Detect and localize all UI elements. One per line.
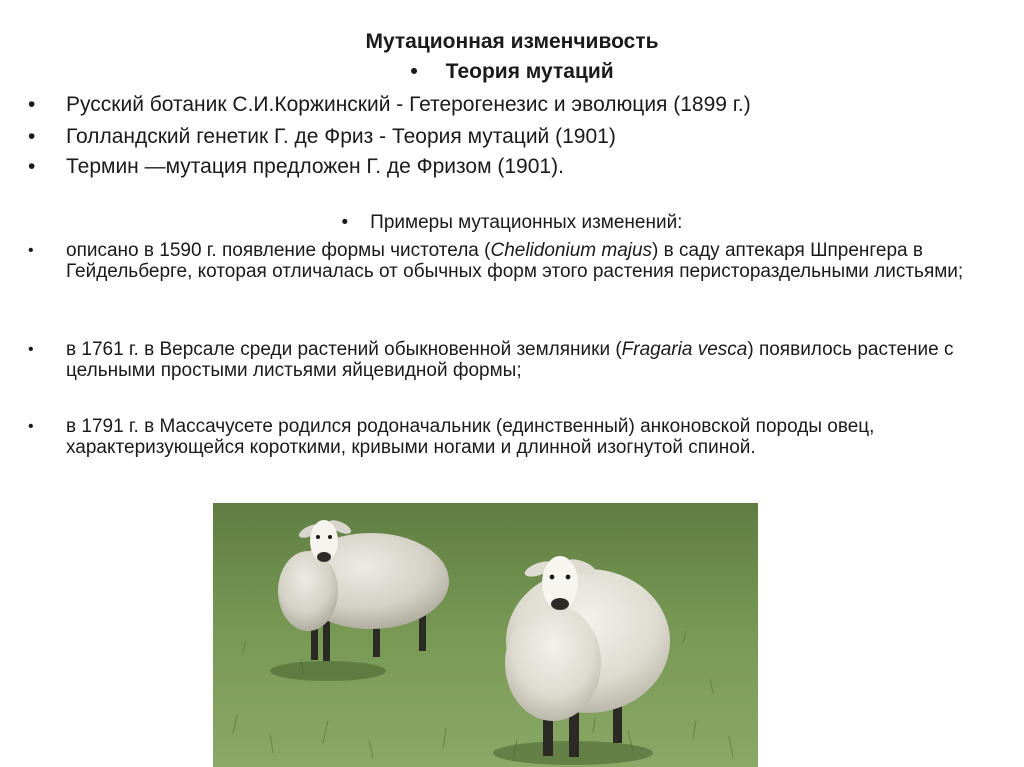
slide-title: Мутационная изменчивость	[365, 30, 659, 53]
example-text	[66, 240, 996, 282]
bullet: •	[28, 418, 34, 435]
examples-heading-bullet: •	[341, 212, 349, 233]
bullet: •	[28, 155, 36, 178]
example-text-pre: описано в 1590 г. появление формы чистотела (	[66, 240, 491, 261]
history-text: Термин ―мутация предложен Г. де Фризом (1901).	[66, 155, 564, 178]
meadow	[213, 503, 758, 767]
example-text-post: ) появилось растение с цельными простыми листьями яйцевидной формы;	[66, 339, 954, 381]
latin-name: Fragaria vesca	[621, 339, 748, 360]
sheep-photo	[213, 503, 758, 767]
examples-heading-text: Примеры мутационных изменений:	[370, 212, 683, 233]
example-text-pre: в 1791 г. в Массачусете родился родоначальник (единственный) анконовской породы овец, характеризующейся короткими, кривыми ногами и длинной изогнутой спиной.	[66, 416, 875, 458]
latin-name: Chelidonium majus	[490, 240, 653, 261]
bullet: •	[28, 125, 36, 148]
bullet: •	[28, 341, 34, 358]
shadow	[270, 661, 386, 681]
history-text: Русский ботаник С.И.Коржинский - Гетерогенезис и эволюция (1899 г.)	[66, 93, 751, 116]
bullet: •	[28, 93, 36, 116]
subtitle	[0, 60, 1024, 84]
subtitle-bullet: •	[410, 60, 418, 83]
history-text: Голландский генетик Г. де Фриз - Теория мутаций (1901)	[66, 125, 616, 148]
subtitle-text: Теория мутаций	[445, 60, 614, 83]
example-text-pre: в 1761 г. в Версале среди растений обыкновенной земляники (	[66, 339, 622, 360]
sheep-illustration	[213, 503, 758, 767]
examples-heading	[0, 212, 1024, 234]
example-text-post: ) в саду аптекаря Шпренгера в Гейдельберге, которая отличалась от обычных форм этого растения перистораздельными листьями;	[66, 240, 964, 282]
example-text	[66, 339, 996, 381]
bullet: •	[28, 242, 34, 259]
example-text	[66, 416, 996, 458]
